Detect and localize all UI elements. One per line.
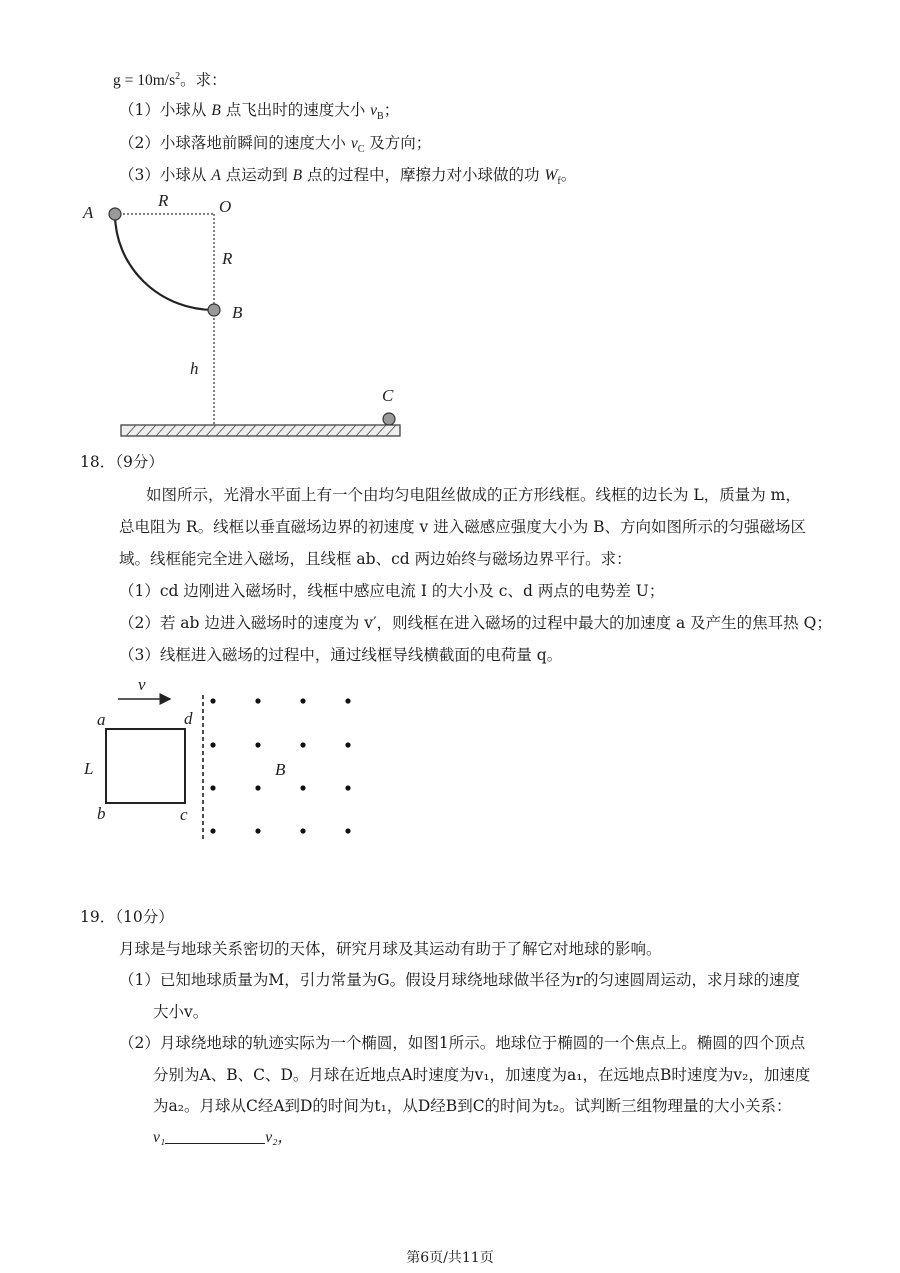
q17-item-2 bbox=[119, 133, 431, 160]
label-c: c bbox=[180, 805, 188, 824]
item-var: B bbox=[292, 167, 303, 184]
item-text: 点运动到 bbox=[220, 166, 293, 184]
q18-item-3: （3）线框进入磁场的过程中，通过线框导线横截面的电荷量 q。 bbox=[119, 646, 563, 664]
q19-item-1-line-1: （1）已知地球质量为M，引力常量为G。假设月球绕地球做半径为r的匀速圆周运动，求月球的速度 bbox=[119, 971, 801, 989]
ball-b bbox=[208, 304, 220, 316]
item-var: B bbox=[211, 102, 221, 119]
item-symbol: v bbox=[370, 102, 378, 119]
given-tail: 。求： bbox=[180, 71, 227, 90]
label-a: a bbox=[97, 710, 106, 729]
q18-item-1: （1）cd 边刚进入磁场时，线框中感应电流 I 的大小及 c、d 两点的电势差 U； bbox=[119, 582, 665, 600]
ground-hatch bbox=[126, 425, 396, 436]
q17-given-line bbox=[113, 67, 227, 91]
ground bbox=[121, 425, 400, 436]
label-b: B bbox=[232, 303, 243, 322]
item-text: 。 bbox=[560, 166, 577, 184]
item-subscript: C bbox=[357, 144, 365, 156]
q18-para-line: 总电阻为 R。线框以垂直磁场边界的初速度 v 进入磁感应强度大小为 B、方向如图所示的匀强磁场区 bbox=[119, 518, 807, 536]
label-l: L bbox=[84, 759, 94, 778]
item-symbol: v bbox=[350, 135, 358, 152]
label-r-top: R bbox=[158, 191, 169, 210]
compare-left: v₁ bbox=[153, 1129, 166, 1146]
q19-item-2-line-2: 分别为A、B、C、D。月球在近地点A时速度为v₁，加速度为a₁，在远地点B时速度为v₂，加速度 bbox=[153, 1066, 811, 1084]
ball-c bbox=[383, 413, 395, 425]
item-text: 及方向； bbox=[364, 134, 432, 152]
item-text: ； bbox=[383, 101, 400, 119]
q18-item-2: （2）若 ab 边进入磁场时的速度为 v′，则线框在进入磁场的过程中最大的加速度 a 及产生的焦耳热 Q； bbox=[119, 614, 832, 632]
given-g-exp: 2 bbox=[175, 71, 181, 82]
given-g: g = 10m/s bbox=[113, 72, 176, 90]
item-num: （3） bbox=[119, 166, 160, 184]
label-h: h bbox=[190, 359, 199, 378]
label-o: O bbox=[219, 197, 232, 216]
label-c: C bbox=[382, 386, 394, 405]
q19-item-2-line-1: （2）月球绕地球的轨迹实际为一个椭圆，如图1所示。地球位于椭圆的一个焦点上。椭圆的四个顶点 bbox=[119, 1034, 806, 1052]
ball-a bbox=[109, 208, 121, 220]
item-text: 点飞出时的速度大小 bbox=[220, 101, 371, 119]
page-footer: 第6页/共11页 bbox=[406, 1250, 494, 1266]
item-symbol: W bbox=[544, 167, 558, 184]
item-text: 小球从 bbox=[159, 166, 212, 184]
q19-header: 19．（10分） bbox=[80, 908, 174, 926]
q18-para-line: 如图所示，光滑水平面上有一个由均匀电阻丝做成的正方形线框。线框的边长为 L，质量为 m， bbox=[146, 486, 801, 504]
square-frame bbox=[106, 729, 185, 803]
label-r-side: R bbox=[222, 249, 233, 268]
q18-para-line: 域。线框能完全进入磁场，且线框 ab、cd 两边始终与磁场边界平行。求： bbox=[119, 550, 632, 568]
item-var: A bbox=[211, 167, 221, 184]
q19-compare-line bbox=[153, 1127, 293, 1148]
label-v: v bbox=[138, 675, 146, 694]
item-subscript: B bbox=[377, 111, 384, 123]
answer-blank[interactable] bbox=[165, 1129, 265, 1144]
item-subscript: f bbox=[557, 176, 561, 188]
compare-right: v₂， bbox=[265, 1129, 294, 1146]
label-d: d bbox=[184, 709, 193, 728]
q18-header: 18．（9分） bbox=[80, 453, 164, 471]
q19-item-1-line-2: 大小v。 bbox=[153, 1003, 209, 1021]
label-field-b: B bbox=[275, 760, 286, 779]
item-text: 小球落地前瞬间的速度大小 bbox=[159, 134, 351, 152]
item-text: 点的过程中，摩擦力对小球做的功 bbox=[302, 166, 545, 184]
item-num: （1） bbox=[119, 101, 160, 119]
q19-item-2-line-3: 为a₂。月球从C经A到D的时间为t₁，从D经B到C的时间为t₂。试判断三组物理量的大小关系： bbox=[153, 1097, 792, 1115]
q17-item-1 bbox=[119, 100, 399, 127]
label-a: A bbox=[83, 203, 94, 222]
item-num: （2） bbox=[119, 134, 160, 152]
arc-track bbox=[115, 214, 214, 310]
field-dots bbox=[210, 698, 350, 833]
label-b: b bbox=[97, 804, 106, 823]
q17-item-3 bbox=[119, 165, 576, 192]
q19-intro: 月球是与地球关系密切的天体，研究月球及其运动有助于了解它对地球的影响。 bbox=[119, 940, 662, 958]
item-text: 小球从 bbox=[159, 101, 212, 119]
